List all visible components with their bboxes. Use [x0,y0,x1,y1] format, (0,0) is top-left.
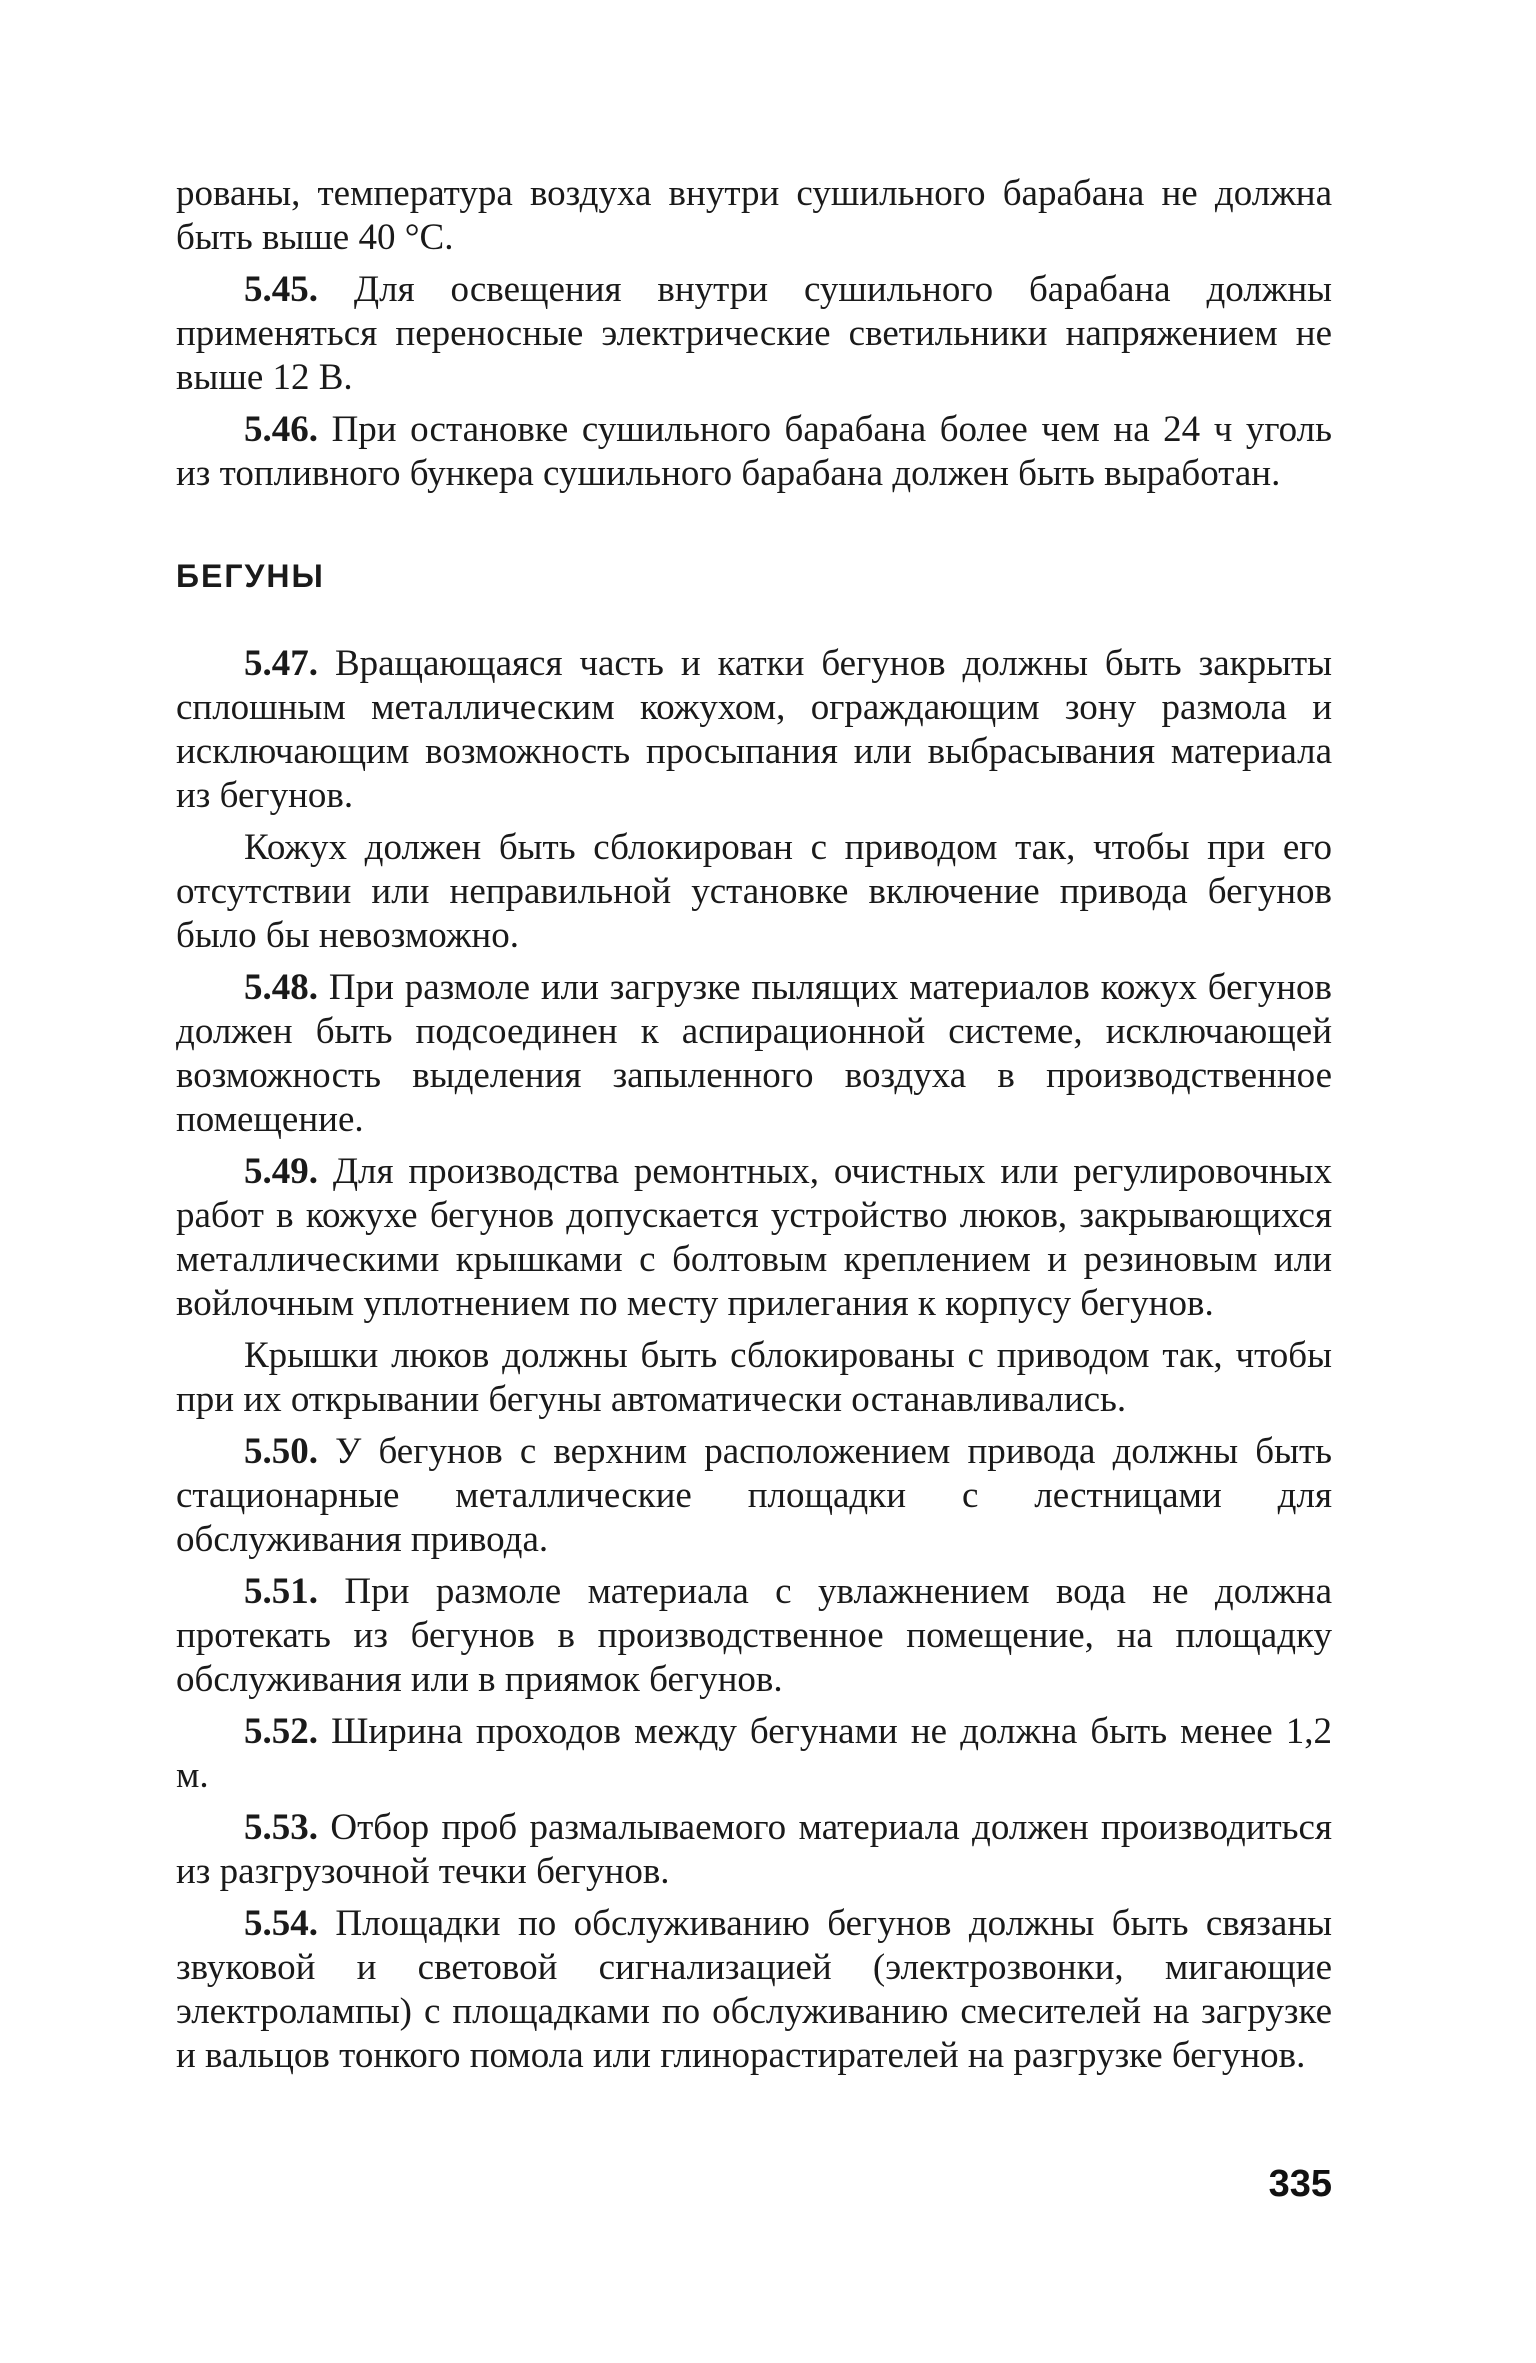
paragraph-5-54 [176,1902,1332,2078]
paragraph-text: У бегунов с верхним расположением привода должны быть стационарные металлические площадки с лестницами для обслуживания привода. [176,1431,1332,1560]
section-heading: БЕГУНЫ [176,558,325,594]
paragraph-text: Вращающаяся часть и катки бегунов должны быть закрыты сплошным металлическим кожухом, ограждающим зону размола и исключающим возможность просыпания или выбрасывания материала из бегунов. [176,643,1333,816]
paragraph-number: 5.51. [244,1571,318,1612]
paragraph-number: 5.53. [244,1807,318,1848]
paragraph-5-51 [176,1570,1332,1702]
paragraph-number: 5.47. [244,643,318,684]
paragraph-5-47-continuation: Кожух должен быть сблокирован с приводом так, чтобы при его отсутствии или неправильной установке включение привода бегунов было бы невозможно. [176,827,1332,956]
paragraph-number: 5.48. [244,967,318,1008]
paragraph-5-48 [176,966,1332,1142]
paragraph-5-49 [176,1150,1332,1326]
paragraph-text: При размоле или загрузке пылящих материалов кожух бегунов должен быть подсоединен к аспирационной системе, исключающей возможность выделения запыленного воздуха в производственное помещение. [176,967,1333,1140]
paragraph-5-46 [176,408,1332,496]
paragraph-text: При размоле материала с увлажнением вода не должна протекать из бегунов в производственное помещение, на площадку обслуживания или в приямок бегунов. [176,1571,1333,1700]
paragraph-text: Отбор проб размалываемого материала должен производиться из разгрузочной течки бегунов. [176,1807,1332,1892]
paragraph-5-49-continuation: Крышки люков должны быть сблокированы с приводом так, чтобы при их открывании бегуны автоматически останавливались. [176,1335,1332,1420]
paragraph-text: Для производства ремонтных, очистных или регулировочных работ в кожухе бегунов допускается устройство люков, закрывающихся металлическими крышками с болтовым креплением и резиновым или войлочным уплотнением по месту прилегания к корпусу бегунов. [176,1151,1332,1324]
paragraph-5-53 [176,1806,1332,1894]
paragraph-number: 5.52. [244,1711,318,1752]
page-text-block [176,172,1332,2086]
page-number: 335 [1268,2163,1332,2205]
paragraph-text: Площадки по обслуживанию бегунов должны быть связаны звуковой и световой сигнализацией (электрозвонки, мигающие электролампы) с площадками по обслуживанию смесителей на загрузке и вальцов тонкого помола или глинорастирателей на разгрузке бегунов. [176,1903,1332,2076]
paragraph-text: Ширина проходов между бегунами не должна быть менее 1,2 м. [176,1711,1332,1796]
paragraph-5-50 [176,1430,1332,1562]
paragraph-5-52 [176,1710,1332,1798]
paragraph-text: Для освещения внутри сушильного барабана должны применяться переносные электрические светильники напряжением не выше 12 В. [176,269,1332,398]
paragraph-text: При остановке сушильного барабана более чем на 24 ч уголь из топливного бункера сушильного барабана должен быть выработан. [176,409,1332,494]
paragraph-number: 5.45. [244,269,318,310]
paragraph-5-47 [176,642,1332,818]
opening-paragraph: рованы, температура воздуха внутри сушильного барабана не должна быть выше 40 °С. [176,173,1332,258]
paragraph-number: 5.49. [244,1151,318,1192]
paragraph-number: 5.54. [244,1903,318,1944]
paragraph-number: 5.46. [244,409,318,450]
paragraph-5-45 [176,268,1332,400]
paragraph-number: 5.50. [244,1431,318,1472]
